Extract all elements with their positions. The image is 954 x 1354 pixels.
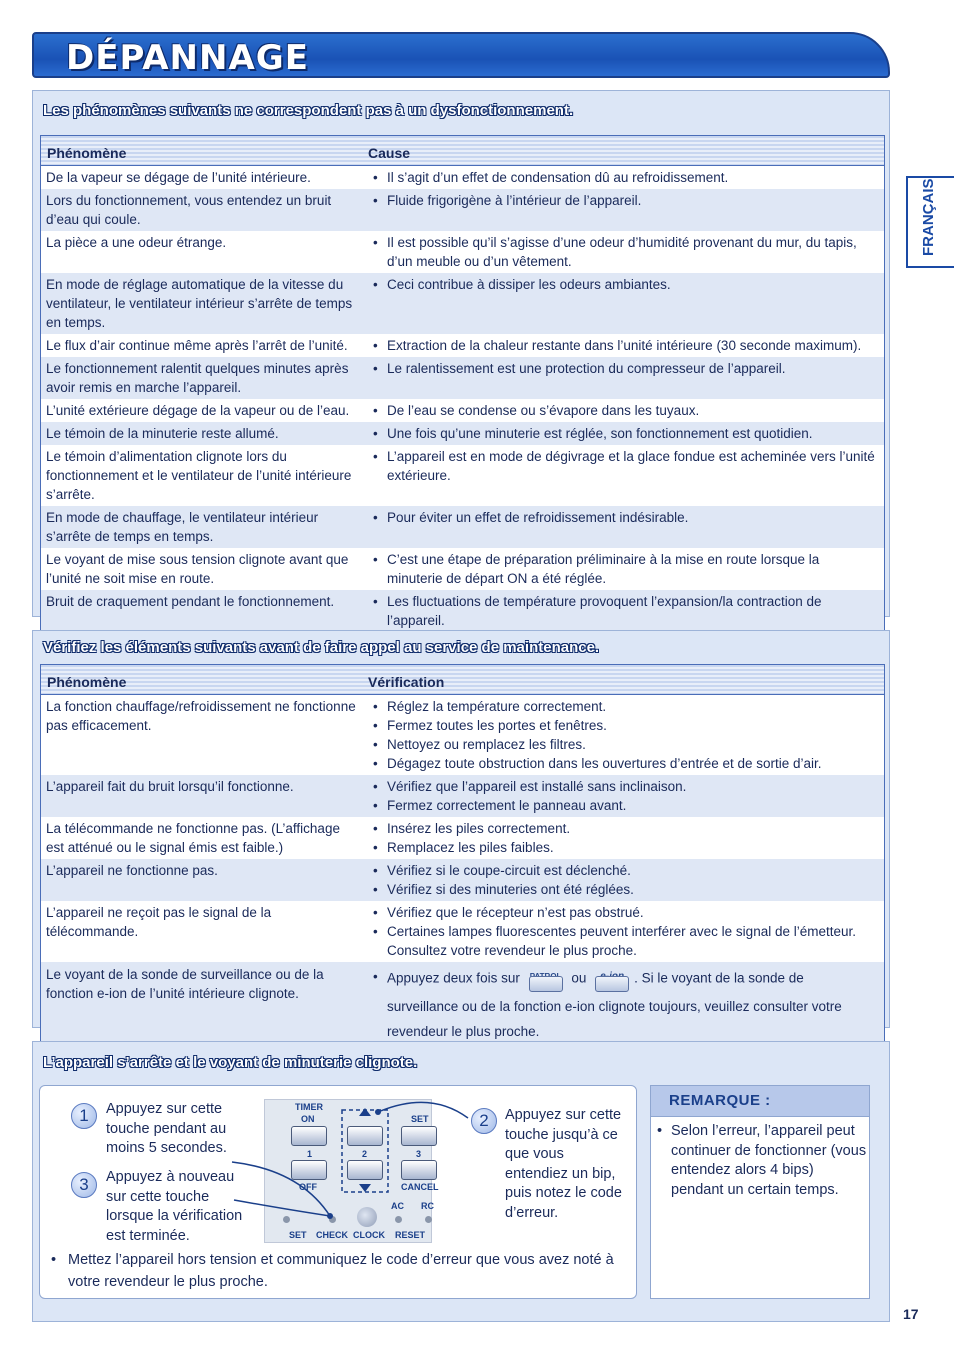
table-row <box>41 590 884 632</box>
off-label: OFF <box>299 1182 317 1192</box>
bullet-item <box>373 168 878 187</box>
step2-text: Appuyez sur cette touche jusqu’à ce que vous entendiez un bip, puis notez le code d’erreur. <box>505 1107 622 1221</box>
table-row <box>41 445 884 506</box>
section3-title: L’appareil s’arrête et le voyant de minuterie clignote. <box>43 1054 418 1071</box>
key-2-label: 2 <box>362 1149 368 1159</box>
bullet-text: • Ceci contribue à dissiper les odeurs ambiantes. <box>387 277 671 292</box>
table-row <box>41 273 884 334</box>
table-row <box>41 775 884 817</box>
bullet-item <box>373 233 878 271</box>
phenomenon-cell: De la vapeur se dégage de l’unité intérieure. <box>46 170 311 185</box>
bullet-item <box>373 191 878 210</box>
bullet-text: • Insérez les piles correctement. <box>387 821 571 836</box>
bullet-item <box>373 359 878 378</box>
bullet-text: • Remplacez les piles faibles. <box>387 840 554 855</box>
cause-cell <box>363 231 884 273</box>
step1-text: Appuyez sur cette touche pendant au moins 5 secondes. <box>106 1101 227 1156</box>
bullet-item <box>373 275 878 294</box>
column-header-phenomenon: Phénomène <box>47 145 127 161</box>
column-header-phenomenon: Phénomène <box>47 674 127 690</box>
bullet-item <box>373 922 878 960</box>
table-row <box>41 231 884 273</box>
section1-title: Les phénomènes suivants ne correspondent pas à un dysfonctionnement. <box>43 102 574 119</box>
cause-cell <box>363 445 884 506</box>
phenomenon-cell: En mode de chauffage, le ventilateur intérieur s’arrête de temps en temps. <box>46 510 319 544</box>
step1-number: 1 <box>71 1103 97 1129</box>
note-box <box>650 1085 870 1299</box>
bullet-item <box>373 697 878 716</box>
bullet-text: • Il est possible qu’il s’agisse d’une odeur d’humidité provenant du mur, du tapis, d’un meuble ou d’un vêtement. <box>387 235 857 269</box>
arrow-down-icon <box>359 1184 371 1192</box>
rc-label: RC <box>421 1201 434 1211</box>
ac-reset-button[interactable] <box>395 1216 402 1223</box>
key-1-label: 1 <box>307 1149 313 1159</box>
step3-text: Appuyez à nouveau sur cette touche lorsque la vérification est terminée. <box>106 1169 243 1244</box>
check-small-button[interactable] <box>329 1216 336 1223</box>
verification-cell <box>363 775 884 817</box>
table-row <box>41 859 884 901</box>
bullet-text: • Le ralentissement est une protection du compresseur de l’appareil. <box>387 361 786 376</box>
phenomenon-cell: L’appareil ne fonctionne pas. <box>46 863 218 878</box>
phenomenon-cell: Le témoin d’alimentation clignote lors du fonctionnement et le ventilateur de l’unité intérieure s’arrête. <box>46 449 352 502</box>
bullet-text: • Fluide frigorigène à l’intérieur de l’appareil. <box>387 193 642 208</box>
phenomenon-cell: En mode de réglage automatique de la vitesse du ventilateur, le ventilateur intérieur s’arrête de temps en temps. <box>46 277 353 330</box>
language-tab <box>906 176 954 268</box>
bullet-item <box>373 592 878 630</box>
rc-reset-button[interactable] <box>425 1216 432 1223</box>
on-label: ON <box>301 1114 315 1124</box>
ac-label: AC <box>391 1201 404 1211</box>
table-row <box>41 422 884 445</box>
e-ion-button-icon <box>593 964 631 994</box>
table-row <box>41 357 884 399</box>
phenomenon-cell: Lors du fonctionnement, vous entendez un bruit d’eau qui coule. <box>46 193 332 227</box>
table-row <box>41 334 884 357</box>
bullet-text: • Fermez correctement le panneau avant. <box>387 798 627 813</box>
table-row <box>41 166 884 189</box>
remote-control-illustration <box>264 1099 439 1243</box>
page-number: 17 <box>903 1306 919 1322</box>
footer-text: Mettez l’appareil hors tension et communiquez le code d’erreur que vous avez noté à votre revendeur le plus proche. <box>68 1252 614 1290</box>
table-row <box>41 817 884 859</box>
table-header <box>41 665 884 695</box>
bullet-text: • C’est une étape de préparation préliminaire à la mise en route lorsque la minuterie de départ ON a été réglée. <box>387 552 820 586</box>
verification-cell <box>363 695 884 775</box>
timer-set-button[interactable] <box>401 1126 437 1146</box>
table-row <box>41 901 884 962</box>
note-title: REMARQUE : <box>669 1092 771 1109</box>
verification-cell <box>363 817 884 859</box>
cancel-label: CANCEL <box>401 1182 439 1192</box>
clock-label: CLOCK <box>353 1230 385 1240</box>
phenomenon-cell: Le voyant de la sonde de surveillance ou de la fonction e-ion de l’unité intérieure clignote. <box>46 967 324 1001</box>
key-3-label: 3 <box>416 1149 422 1159</box>
bullet-text: • Vérifiez si des minuteries ont été réglées. <box>387 882 634 897</box>
table-row <box>41 506 884 548</box>
bullet-item <box>373 777 878 796</box>
bullet-item <box>373 880 878 899</box>
cause-cell <box>363 273 884 334</box>
language-label: FRANÇAIS <box>920 178 937 256</box>
bullet-text: • Nettoyez ou remplacez les filtres. <box>387 737 586 752</box>
section-check-before-service <box>32 630 890 1039</box>
phenomenon-cell: L’unité extérieure dégage de la vapeur ou de l’eau. <box>46 403 350 418</box>
phenomenon-cell: La pièce a une odeur étrange. <box>46 235 227 250</box>
note-header <box>651 1086 869 1117</box>
set-bottom-label: SET <box>289 1230 307 1240</box>
table-row <box>41 962 884 1046</box>
normal-phenomena-table <box>40 135 885 633</box>
cause-cell <box>363 548 884 590</box>
column-header-verification: Vérification <box>368 674 445 690</box>
bullet-text: • De l’eau se condense ou s’évapore dans les tuyaux. <box>387 403 700 418</box>
phenomenon-cell: Le témoin de la minuterie reste allumé. <box>46 426 279 441</box>
section-normal-phenomena <box>32 90 890 628</box>
column-header-cause: Cause <box>368 145 411 161</box>
bullet-item <box>373 508 878 527</box>
bullet-text: • Une fois qu’une minuterie est réglée, son fonctionnement est quotidien. <box>387 426 813 441</box>
cause-cell <box>363 166 884 189</box>
cause-cell <box>363 590 884 632</box>
bullet-text: • Certaines lampes fluorescentes peuvent interférer avec le signal de l’émetteur. Consultez votre revendeur le plus proche. <box>387 924 856 958</box>
phenomenon-cell: La télécommande ne fonctionne pas. (L’affichage est atténué ou le signal émis est faible.) <box>46 821 340 855</box>
bullet-text: • Vérifiez si le coupe-circuit est déclenché. <box>387 863 631 878</box>
step2-number: 2 <box>471 1108 497 1134</box>
cause-cell <box>363 506 884 548</box>
footer-instruction: • Mettez l’appareil hors tension et communiquez le code d’erreur que vous avez noté à votre revendeur le plus proche. <box>51 1249 633 1293</box>
note-text: Selon l’erreur, l’appareil peut continuer de fonctionner (vous entendez alors 4 bips) pendant un certain temps. <box>671 1123 867 1198</box>
bullet-item <box>373 716 878 735</box>
table-row <box>41 189 884 231</box>
bullet-text: • Vérifiez que l’appareil est installé sans inclinaison. <box>387 779 687 794</box>
bullet-item <box>373 796 878 815</box>
patrol-button-icon <box>527 964 565 994</box>
check-label: CHECK <box>316 1230 349 1240</box>
bullet-item <box>373 754 878 773</box>
checks-table <box>40 664 885 1047</box>
bullet-text: • Réglez la température correctement. <box>387 699 607 714</box>
check-text: Appuyez deux fois sur <box>387 970 520 986</box>
table-header <box>41 136 884 166</box>
timer-on-button[interactable] <box>291 1126 327 1146</box>
cause-cell <box>363 357 884 399</box>
bullet-text: • Vérifiez que le récepteur n’est pas obstrué. <box>387 905 644 920</box>
page-title: DÉPANNAGE <box>66 38 309 78</box>
bullet-text: • Dégagez toute obstruction dans les ouvertures d’entrée et de sortie d’air. <box>387 756 822 771</box>
bullet-text: • L’appareil est en mode de dégivrage et la glace fondue est acheminée vers l’unité extérieure. <box>387 449 875 483</box>
page-title-bar <box>32 32 890 78</box>
arrow-up-icon <box>359 1108 371 1116</box>
bullet-item <box>373 424 878 443</box>
bullet-item <box>373 838 878 857</box>
bullet-item <box>373 550 878 588</box>
verification-cell <box>363 901 884 962</box>
check-text-or: ou <box>571 970 587 986</box>
step3-number: 3 <box>71 1172 97 1198</box>
phenomenon-cell: L’appareil ne reçoit pas le signal de la télécommande. <box>46 905 272 939</box>
table-row <box>41 399 884 422</box>
bullet-item <box>373 447 878 485</box>
bullet-item <box>373 336 878 355</box>
table-row <box>41 695 884 775</box>
bullet-item <box>373 903 878 922</box>
bullet-item <box>373 819 878 838</box>
bullet-text: • Extraction de la chaleur restante dans l’unité intérieure (30 seconde maximum). <box>387 338 862 353</box>
timer-label: TIMER <box>295 1102 323 1112</box>
bullet-text: • Il s’agit d’un effet de condensation dû au refroidissement. <box>387 170 729 185</box>
phenomenon-cell: Bruit de craquement pendant le fonctionnement. <box>46 594 335 609</box>
set-small-button[interactable] <box>283 1216 290 1223</box>
verification-cell <box>363 962 884 1046</box>
bullet-text: • Les fluctuations de température provoquent l’expansion/la contraction de l’appareil. <box>387 594 822 628</box>
cause-cell <box>363 189 884 231</box>
cause-cell <box>363 334 884 357</box>
bullet-item <box>373 861 878 880</box>
reset-label: RESET <box>395 1230 426 1240</box>
phenomenon-cell: L’appareil fait du bruit lorsqu’il fonctionne. <box>46 779 294 794</box>
clock-button[interactable] <box>357 1207 377 1227</box>
phenomenon-cell: Le flux d’air continue même après l’arrêt de l’unité. <box>46 338 348 353</box>
phenomenon-cell: Le voyant de mise sous tension clignote avant que l’unité ne soit mise en route. <box>46 552 349 586</box>
cause-cell <box>363 422 884 445</box>
note-body: • Selon l’erreur, l’appareil peut continuer de fonctionner (vous entendez alors 4 bips) pendant un certain temps. <box>657 1122 867 1200</box>
phenomenon-cell: Le fonctionnement ralentit quelques minutes après avoir remis en marche l’appareil. <box>46 361 349 395</box>
bullet-text: • Fermez toutes les portes et fenêtres. <box>387 718 607 733</box>
highlight-dashed-frame <box>341 1106 389 1194</box>
bullet-item <box>373 401 878 420</box>
verification-cell <box>363 859 884 901</box>
timer-cancel-button[interactable] <box>401 1160 437 1180</box>
phenomenon-cell: La fonction chauffage/refroidissement ne fonctionne pas efficacement. <box>46 699 356 733</box>
cause-cell <box>363 399 884 422</box>
section2-title: Vérifiez les éléments suivants avant de faire appel au service de maintenance. <box>43 639 600 656</box>
timer-off-button[interactable] <box>291 1160 327 1180</box>
bullet-item <box>373 735 878 754</box>
set-label: SET <box>411 1114 429 1124</box>
table-row <box>41 548 884 590</box>
bullet-text: • Pour éviter un effet de refroidissement indésirable. <box>387 510 689 525</box>
check-text-rest: . Si le voyant de la sonde de surveillance ou de la fonction e-ion clignote toujours, veuillez consulter votre revendeur le plus proche. <box>387 970 842 1039</box>
